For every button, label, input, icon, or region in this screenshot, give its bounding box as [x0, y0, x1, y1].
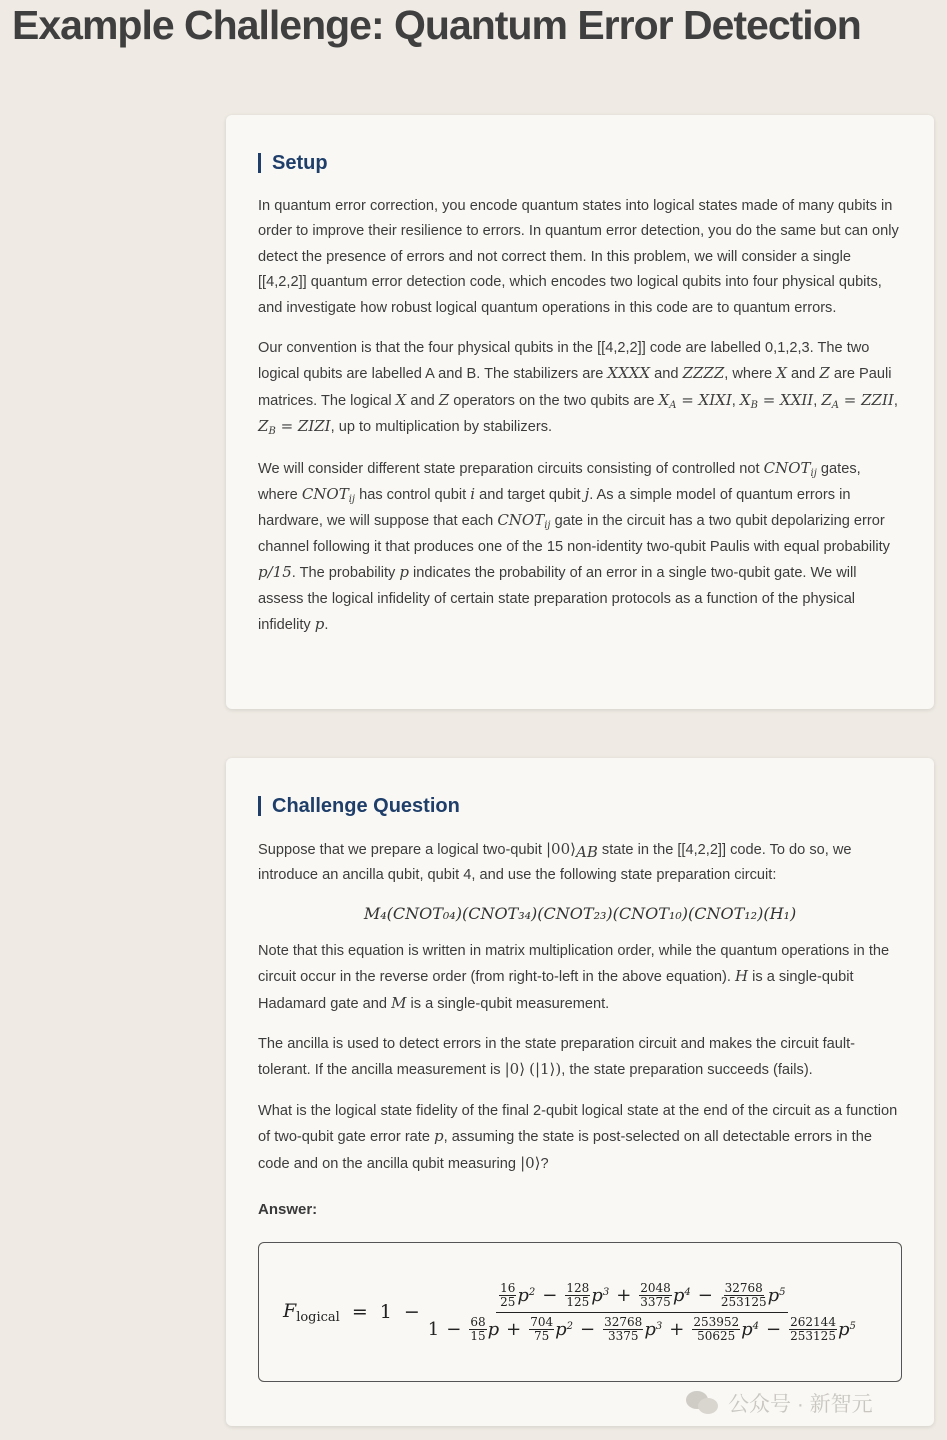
- denominator-term-coefficient: $\frac{253952}{50625}$: [693, 1314, 740, 1343]
- denominator-term-coefficient: $\frac{32768}{3375}$: [604, 1314, 643, 1343]
- denominator-term-coefficient: $\frac{68}{15}$: [470, 1314, 486, 1343]
- denominator-term-variable: $p^3$: [644, 1318, 663, 1340]
- challenge-heading: Challenge Question: [258, 796, 902, 816]
- circuit-equation: M₄(CNOT₀₄)(CNOT₃₄)(CNOT₂₃)(CNOT₁₀)(CNOT₁₂)(H₁): [363, 903, 797, 923]
- numerator-term-variable: $p^5$: [767, 1284, 786, 1306]
- numerator-term-coefficient: $\frac{128}{125}$: [566, 1280, 590, 1309]
- setup-paragraph-2: Our convention is that the four physical qubits in the [[4,2,2]] code are labelled 0,1,2,3. The two logical qubits are labelled A and B. The stabilizers are XXXX and ZZZZ, where X and Z are Pauli matrices. The logical X and Z operators on the two qubits are $X_A$ = XIXI, $X_B$ = XXII, $Z_A$ = ZZII, $Z_B$ = ZIZI, up to multiplication by stabilizers.: [258, 340, 898, 438]
- denominator-term-operator: −: [446, 1318, 462, 1340]
- page-title: Example Challenge: Quantum Error Detection: [12, 2, 861, 48]
- numerator-term-coefficient: 16 25: [500, 1280, 516, 1309]
- challenge-paragraph-3: The ancilla is used to detect errors in the state preparation circuit and makes the circuit fault-tolerant. If the ancilla measurement is |0⟩ (|1⟩), the state preparation succeeds (fails).: [258, 1036, 856, 1079]
- answer-numerator: [496, 1282, 787, 1313]
- answer-box: $F_{logical}$ = 1 − 16 25 $p^2$ − $\frac{128}{125}$ $p^3$ + $\frac{2048}{3375}$ $p^4$ − $\frac{32768}{253125}$ $p^5$ 1 − $\frac{68}{15}$ p + $\frac{704}{75}$ $p^2$ − $\frac{32768}{3375}$ $p^3$ + $\frac{253952}{50625}$ $p^4$ − $\frac{262144}{253125}$ $p^5$: [258, 1242, 902, 1382]
- setup-paragraph-3: We will consider different state preparation circuits consisting of controlled not $CNOT_{ij}$ gates, where $CNOT_{ij}$ has control qubit i and target qubit j. As a simple model of quantum errors in hardware, we will suppose that each $CNOT_{ij}$ gate in the circuit has a two qubit depolarizing error channel following it that produces one of the 15 non-identity two-qubit Paulis with equal probability p/15. The probability p indicates the probability of an error in a single two-qubit gate. We will assess the logical infidelity of certain state preparation protocols as a function of the physical infidelity p.: [258, 458, 890, 634]
- denominator-term-operator: +: [669, 1318, 685, 1340]
- denominator-term-variable: $p^4$: [741, 1318, 760, 1340]
- answer-lhs: $F_{logical}$: [283, 1299, 340, 1325]
- numerator-term-variable: $p^3$: [591, 1284, 610, 1306]
- numerator-term-operator: +: [616, 1284, 632, 1306]
- numerator-term-coefficient: $\frac{32768}{253125}$: [720, 1280, 767, 1309]
- denominator-term-variable: $p^2$: [555, 1318, 574, 1340]
- challenge-paragraph-2: Note that this equation is written in matrix multiplication order, while the quantum operations in the circuit occur in the reverse order (from right-to-left in the above equation). H is a single-qubit Hadamard gate and M is a single-qubit measurement.: [258, 942, 890, 1012]
- denominator-term-coefficient: $\frac{704}{75}$: [530, 1314, 554, 1343]
- challenge-paragraph-4: What is the logical state fidelity of the final 2-qubit logical state at the end of the circuit as a function of two-qubit gate error rate p, assuming the state is post-selected on all detectable errors in the code and on the ancilla qubit measuring |0⟩?: [258, 1102, 898, 1172]
- answer-fraction: [426, 1282, 858, 1343]
- numerator-term-operator: −: [697, 1284, 713, 1306]
- numerator-term-operator: −: [542, 1284, 558, 1306]
- answer-denominator: 1 − $\frac{68}{15}$ p + $\frac{704}{75}$ $p^2$ − $\frac{32768}{3375}$ $p^3$ + $\frac{253952}{50625}$ $p^4$ − $\frac{262144}{253125}$ $p^5$: [427, 1314, 856, 1343]
- setup-card: [226, 115, 934, 709]
- wechat-icon: [686, 1391, 720, 1415]
- setup-paragraph-1: In quantum error correction, you encode quantum states into logical states made of many qubits in order to improve their resilience to errors. In quantum error detection, you do the same but can only detect the presence of errors and not correct them. In this problem, we will consider a single [[4,2,2]] quantum error detection code, which encodes two logical qubits into four physical qubits, and investigate how robust logical quantum operations in this code are to quantum errors.: [258, 198, 899, 316]
- challenge-card: [226, 758, 934, 1426]
- denominator-term-operator: −: [766, 1318, 782, 1340]
- denominator-term-variable: $p^5$: [837, 1318, 856, 1340]
- numerator-term-variable: $p^4$: [672, 1284, 691, 1306]
- numerator-term-variable: $p^2$: [517, 1284, 536, 1306]
- numerator-term-coefficient: $\frac{2048}{3375}$: [640, 1280, 671, 1309]
- answer-label: Answer:: [258, 1201, 318, 1219]
- denominator-term-variable: p: [487, 1318, 500, 1340]
- denominator-term-operator: +: [506, 1318, 522, 1340]
- setup-heading: Setup: [258, 153, 902, 173]
- denominator-term-operator: −: [580, 1318, 596, 1340]
- denominator-term-coefficient: $\frac{262144}{253125}$: [790, 1314, 836, 1343]
- challenge-paragraph-1: Suppose that we prepare a logical two-qubit $|00⟩_{AB}$ state in the [[4,2,2]] code. To do so, we introduce an ancilla qubit, qubit 4, and use the following state preparation circuit:: [258, 840, 852, 884]
- watermark: 公众号 · 新智元: [686, 1388, 873, 1418]
